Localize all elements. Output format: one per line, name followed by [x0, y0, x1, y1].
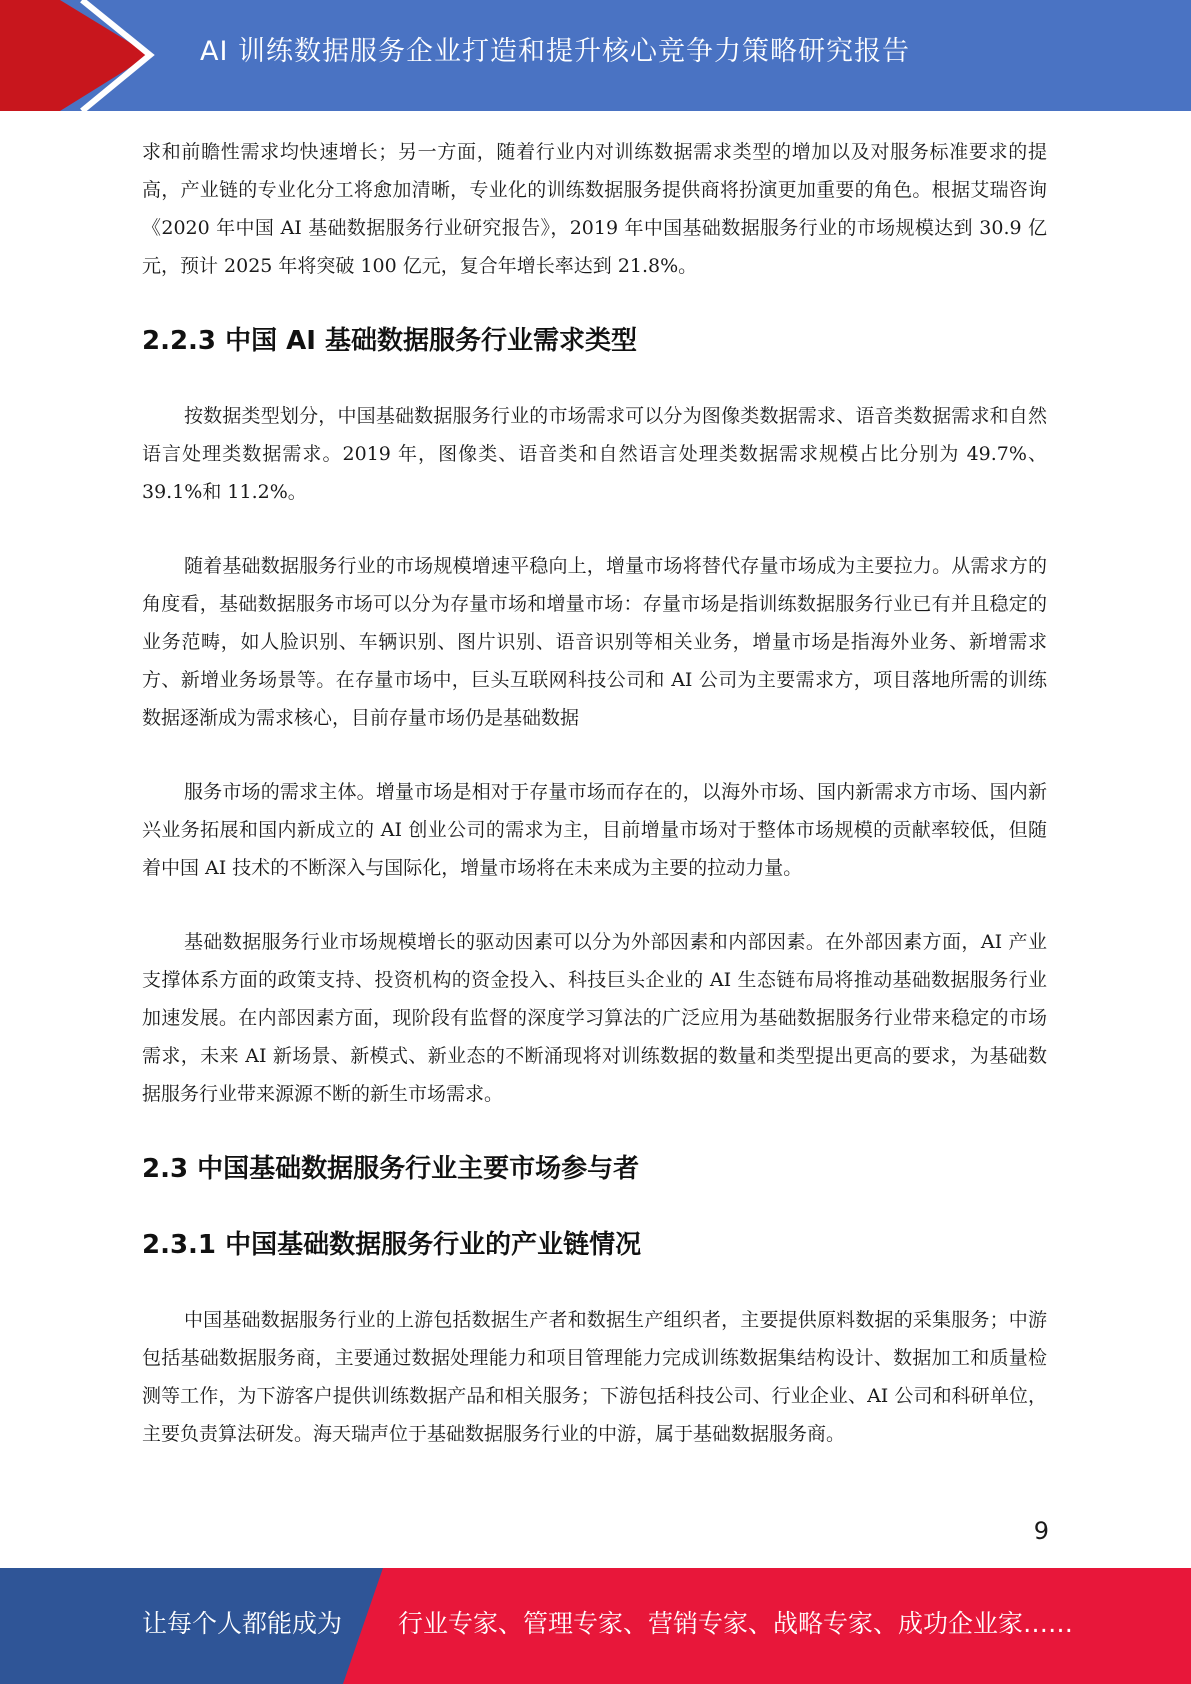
paragraph: 求和前瞻性需求均快速增长；另一方面，随着行业内对训练数据需求类型的增加以及对服务标准要求的提高，产业链的专业化分工将愈加清晰，专业化的训练数据服务提供商将扮演更加重要的角色。根据艾瑞咨询《2020 年中国 AI 基础数据服务行业研究报告》，2019 年中国基础数据服务行业的市场规模达到 30.9 亿元，预计 2025 年将突破 100 亿元，复合年增长率达到 21.8%。	[142, 141, 1047, 277]
page-content	[142, 133, 1047, 1453]
paragraph: 基础数据服务行业市场规模增长的驱动因素可以分为外部因素和内部因素。在外部因素方面，AI 产业支撑体系方面的政策支持、投资机构的资金投入、科技巨头企业的 AI 生态链布局将推动基础数据服务行业加速发展。在内部因素方面，现阶段有监督的深度学习算法的广泛应用为基础数据服务行业带来稳定的市场需求，未来 AI 新场景、新模式、新业态的不断涌现将对训练数据的数量和类型提出更高的要求，为基础数据服务行业带来源源不断的新生市场需求。	[142, 931, 1047, 1105]
page-number: 9	[1033, 1517, 1049, 1545]
report-title: AI 训练数据服务企业打造和提升核心竞争力策略研究报告	[200, 36, 911, 67]
paragraph: 中国基础数据服务行业的上游包括数据生产者和数据生产组织者，主要提供原料数据的采集服务；中游包括基础数据服务商，主要通过数据处理能力和项目管理能力完成训练数据集结构设计、数据加工和质量检测等工作，为下游客户提供训练数据产品和相关服务；下游包括科技公司、行业企业、AI 公司和科研单位，主要负责算法研发。海天瑞声位于基础数据服务行业的中游，属于基础数据服务商。	[142, 1309, 1047, 1445]
footer-slogan-left: 让每个人都能成为	[142, 1609, 343, 1638]
paragraph: 按数据类型划分，中国基础数据服务行业的市场需求可以分为图像类数据需求、语音类数据需求和自然语言处理类数据需求。2019 年，图像类、语音类和自然语言处理类数据需求规模占比分别为 49.7%、39.1%和 11.2%。	[142, 405, 1047, 503]
footer-slogan-right: 行业专家、管理专家、营销专家、战略专家、成功企业家……	[398, 1609, 1074, 1638]
page-header	[0, 0, 1191, 111]
paragraph: 随着基础数据服务行业的市场规模增速平稳向上，增量市场将替代存量市场成为主要拉力。从需求方的角度看，基础数据服务市场可以分为存量市场和增量市场：存量市场是指训练数据服务行业已有并且稳定的业务范畴，如人脸识别、车辆识别、图片识别、语音识别等相关业务，增量市场是指海外业务、新增需求方、新增业务场景等。在存量市场中，巨头互联网科技公司和 AI 公司为主要需求方，项目落地所需的训练数据逐渐成为需求核心，目前存量市场仍是基础数据	[142, 555, 1047, 729]
paragraph: 服务市场的需求主体。增量市场是相对于存量市场而存在的，以海外市场、国内新需求方市场、国内新兴业务拓展和国内新成立的 AI 创业公司的需求为主，目前增量市场对于整体市场规模的贡献率较低，但随着中国 AI 技术的不断深入与国际化，增量市场将在未来成为主要的拉动力量。	[142, 781, 1047, 879]
section-heading-2-3-1: 2.3.1 中国基础数据服务行业的产业链情况	[142, 1230, 642, 1260]
section-heading-2-2-3: 2.2.3 中国 AI 基础数据服务行业需求类型	[142, 326, 637, 356]
section-heading-2-3: 2.3 中国基础数据服务行业主要市场参与者	[142, 1154, 640, 1184]
page-footer	[0, 1568, 1191, 1684]
